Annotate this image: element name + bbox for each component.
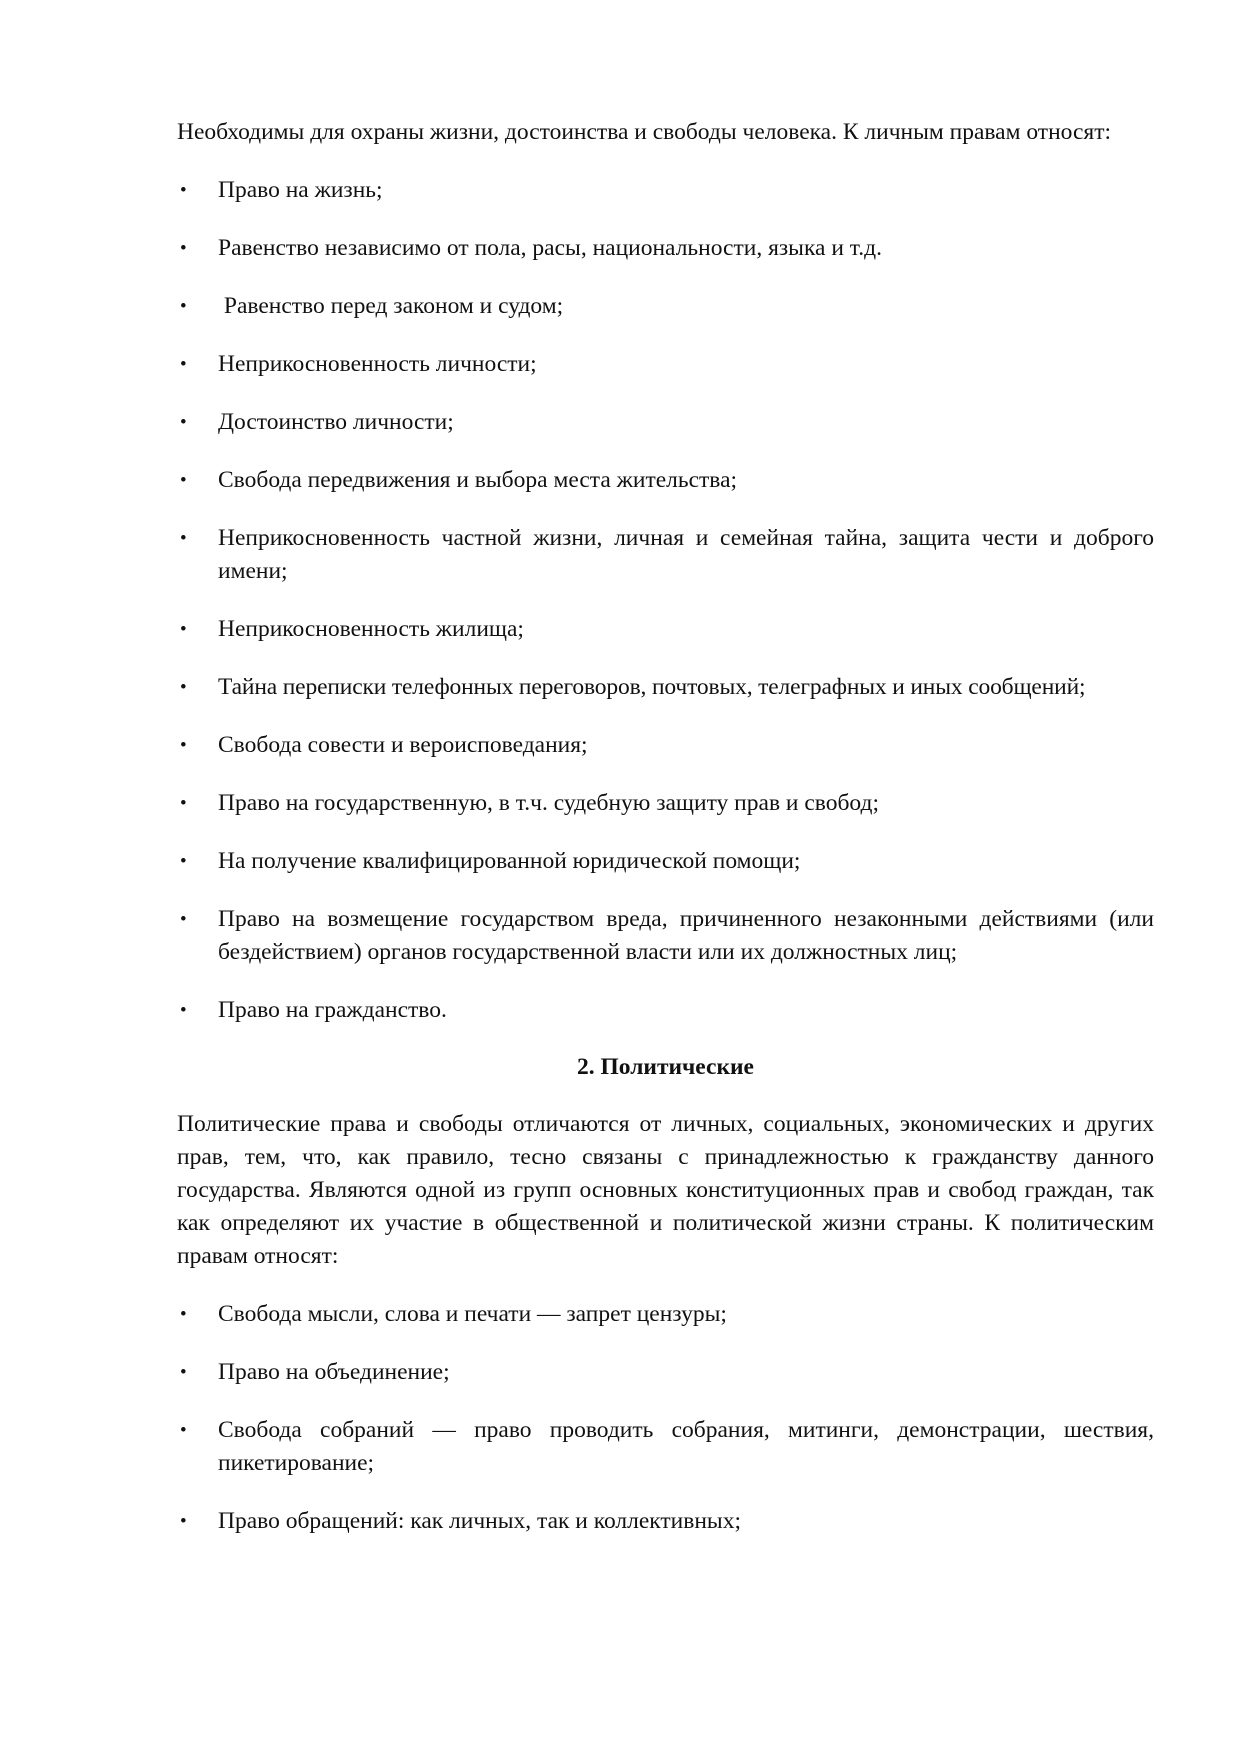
section-heading: 2. Политические bbox=[577, 1054, 754, 1080]
list-item-text: На получение квалифицированной юридической помощи; bbox=[218, 848, 801, 874]
list-item-text: Неприкосновенность личности; bbox=[218, 351, 537, 377]
list-item-text: Право на государственную, в т.ч. судебную защиту прав и свобод; bbox=[218, 790, 879, 816]
list-item bbox=[177, 1356, 1154, 1389]
list-item bbox=[177, 348, 1154, 381]
bullet-icon: • bbox=[180, 1304, 187, 1325]
list-item-text: Право обращений: как личных, так и коллективных; bbox=[218, 1508, 742, 1534]
bullet-icon: • bbox=[180, 735, 187, 756]
bullet-icon: • bbox=[180, 238, 187, 259]
bullet-icon: • bbox=[180, 619, 187, 640]
list-item-text: Равенство независимо от пола, расы, национальности, языка и т.д. bbox=[218, 235, 882, 261]
bullet-icon: • bbox=[180, 180, 187, 201]
document-page bbox=[177, 116, 1154, 1563]
list-item bbox=[177, 845, 1154, 878]
intro-paragraph: Необходимы для охраны жизни, достоинства и свободы человека. К личным правам относят: bbox=[177, 119, 1112, 145]
list-item bbox=[177, 174, 1154, 207]
bullet-icon: • bbox=[180, 296, 187, 317]
list-item-text: Свобода передвижения и выбора места жительства; bbox=[218, 467, 738, 493]
political-rights-paragraph: Политические права и свободы отличаются от личных, социальных, экономических и других прав, тем, что, как правило, тесно связаны с принадлежностью к гражданству данного государства. Являются одной из групп основных конституционных прав и свобод граждан, так как определяют их участие в общественной и политической жизни страны. К политическим правам относят: bbox=[177, 1111, 1154, 1269]
list-item bbox=[177, 464, 1154, 497]
list-item-text: Свобода совести и вероисповедания; bbox=[218, 732, 588, 758]
list-item-text: Право на возмещение государством вреда, причиненного незаконными действиями (или бездействием) органов государственной власти или их должностных лиц; bbox=[218, 906, 1154, 965]
list-item bbox=[177, 1298, 1154, 1331]
list-item bbox=[177, 903, 1154, 969]
list-item bbox=[177, 232, 1154, 265]
list-item-text: Неприкосновенность жилища; bbox=[218, 616, 524, 642]
bullet-icon: • bbox=[180, 412, 187, 433]
bullet-icon: • bbox=[180, 354, 187, 375]
bullet-icon: • bbox=[180, 1511, 187, 1532]
bullet-icon: • bbox=[180, 528, 187, 549]
list-item bbox=[177, 522, 1154, 588]
list-item bbox=[177, 787, 1154, 820]
bullet-icon: • bbox=[180, 793, 187, 814]
list-item-text: Равенство перед законом и судом; bbox=[218, 293, 564, 319]
list-item-text: Достоинство личности; bbox=[218, 409, 454, 435]
bullet-icon: • bbox=[180, 677, 187, 698]
list-item-text: Право на жизнь; bbox=[218, 177, 383, 203]
list-item-text: Право на гражданство. bbox=[218, 997, 447, 1023]
bullet-icon: • bbox=[180, 909, 187, 930]
list-item bbox=[177, 729, 1154, 762]
list-item bbox=[177, 1505, 1154, 1538]
list-item bbox=[177, 1414, 1154, 1480]
list-item bbox=[177, 994, 1154, 1027]
list-item-text: Свобода мысли, слова и печати — запрет цензуры; bbox=[218, 1301, 727, 1327]
list-item bbox=[177, 613, 1154, 646]
bullet-icon: • bbox=[180, 1000, 187, 1021]
bullet-icon: • bbox=[180, 851, 187, 872]
bullet-icon: • bbox=[180, 1420, 187, 1441]
list-item bbox=[177, 406, 1154, 439]
political-rights-list bbox=[177, 1298, 1154, 1538]
list-item bbox=[177, 671, 1154, 704]
list-item-text: Право на объединение; bbox=[218, 1359, 450, 1385]
list-item-text: Свобода собраний — право проводить собрания, митинги, демонстрации, шествия, пикетирование; bbox=[218, 1417, 1154, 1476]
list-item-text: Тайна переписки телефонных переговоров, почтовых, телеграфных и иных сообщений; bbox=[218, 674, 1086, 700]
list-item-text: Неприкосновенность частной жизни, личная и семейная тайна, защита чести и доброго имени; bbox=[218, 525, 1154, 584]
personal-rights-list bbox=[177, 174, 1154, 1027]
bullet-icon: • bbox=[180, 1362, 187, 1383]
list-item bbox=[177, 290, 1154, 323]
bullet-icon: • bbox=[180, 470, 187, 491]
